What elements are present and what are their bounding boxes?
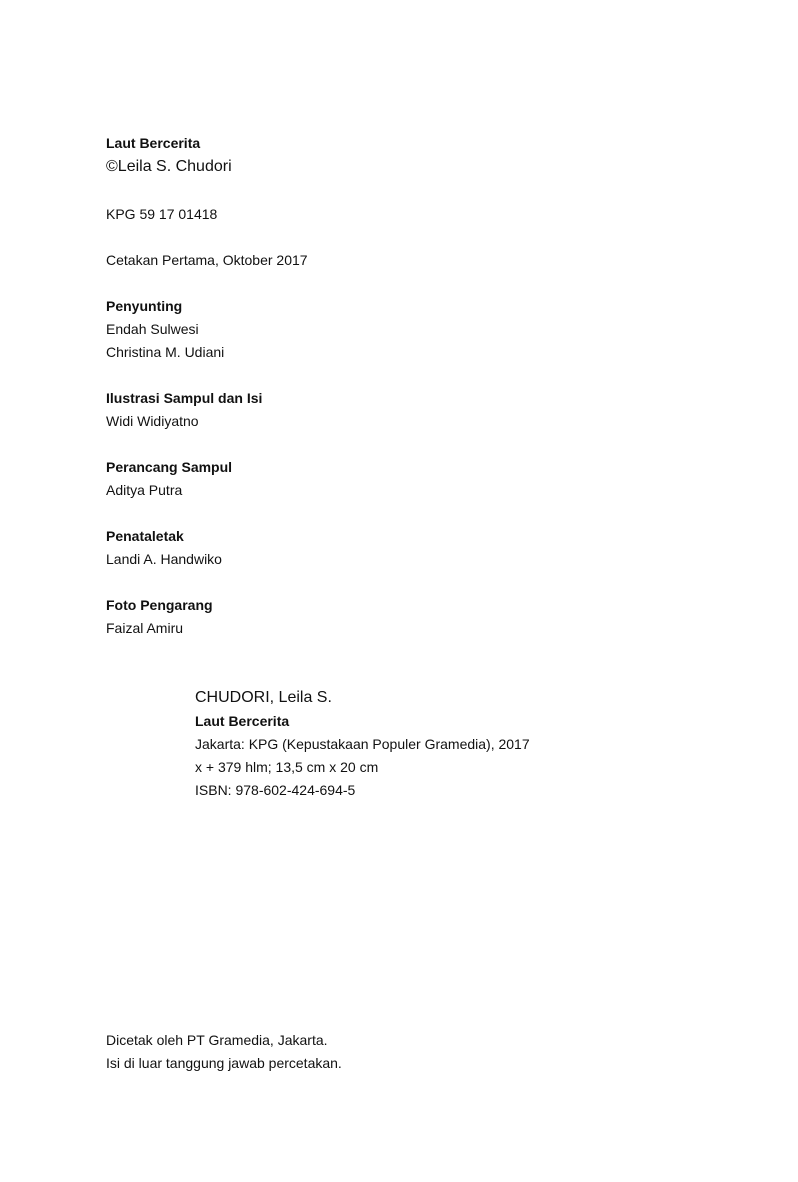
credit-name: Aditya Putra (106, 482, 183, 498)
credit-name: Endah Sulwesi (106, 321, 199, 337)
book-title: Laut Bercerita (106, 135, 201, 151)
catalog-author: CHUDORI, Leila S. (195, 689, 332, 706)
printer-disclaimer: Isi di luar tanggung jawab percetakan. (106, 1055, 342, 1071)
credit-name: Faizal Amiru (106, 620, 184, 636)
credit-name: Landi A. Handwiko (106, 551, 222, 567)
catalog-isbn: ISBN: 978-602-424-694-5 (195, 782, 356, 798)
credit-name: Christina M. Udiani (106, 344, 225, 360)
credit-role-layout: Penataletak (106, 528, 184, 544)
edition-info: Cetakan Pertama, Oktober 2017 (106, 252, 308, 268)
copyright-notice: ©Leila S. Chudori (106, 158, 232, 175)
publisher-code: KPG 59 17 01418 (106, 206, 218, 222)
catalog-physical-description: x + 379 hlm; 13,5 cm x 20 cm (195, 759, 379, 775)
credit-role-cover-designer: Perancang Sampul (106, 459, 233, 475)
credit-role-illustration: Ilustrasi Sampul dan Isi (106, 390, 263, 406)
catalog-publisher: Jakarta: KPG (Kepustakaan Populer Gramedia), 2017 (195, 736, 530, 752)
catalog-title: Laut Bercerita (195, 713, 290, 729)
credit-role-author-photo: Foto Pengarang (106, 597, 213, 613)
printer-statement: Dicetak oleh PT Gramedia, Jakarta. (106, 1032, 328, 1048)
credit-name: Widi Widiyatno (106, 413, 199, 429)
credit-role-editor: Penyunting (106, 298, 183, 314)
